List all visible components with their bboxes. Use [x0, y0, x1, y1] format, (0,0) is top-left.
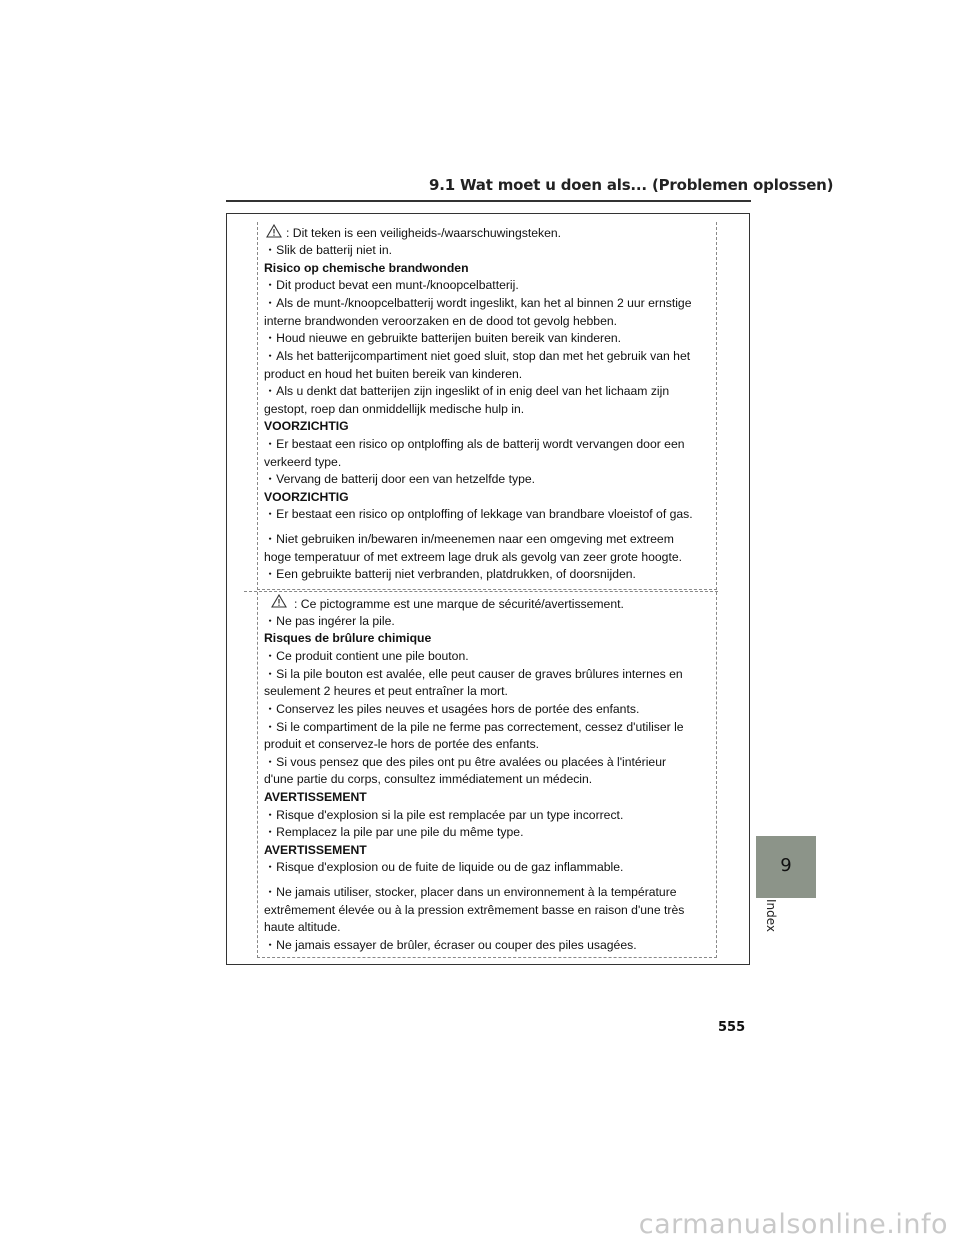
dutch-icon-caption: : Dit teken is een veiligheids-/waarschuwingsteken. [286, 226, 562, 240]
dutch-line: verkeerd type. [264, 455, 342, 469]
watermark: carmanualsonline.info [638, 1209, 948, 1240]
french-line: seulement 2 heures et peut entraîner la mort. [264, 684, 508, 698]
warning-triangle-icon [266, 224, 282, 238]
french-line: ・Ce produit contient une pile bouton. [264, 649, 469, 663]
french-line: ・Ne jamais essayer de brûler, écraser ou couper des piles usagées. [264, 938, 637, 952]
header-rule [226, 200, 751, 202]
dutch-heading: VOORZICHTIG [264, 419, 349, 433]
french-line: ・Risque d'explosion si la pile est remplacée par un type incorrect. [264, 808, 624, 822]
page-number: 555 [718, 1020, 746, 1035]
dutch-line: ・Houd nieuwe en gebruikte batterijen buiten bereik van kinderen. [264, 331, 622, 345]
chapter-label: Index [764, 899, 778, 933]
dutch-line: ・Dit product bevat een munt-/knoopcelbatterij. [264, 278, 519, 292]
chapter-label-wrapper [760, 899, 784, 939]
dutch-line: ・Slik de batterij niet in. [264, 243, 393, 257]
french-heading: Risques de brûlure chimique [264, 631, 432, 645]
dutch-line: gestopt, roep dan onmiddellijk medische hulp in. [264, 402, 525, 416]
french-line: ・Conservez les piles neuves et usagées hors de portée des enfants. [264, 702, 640, 716]
dutch-line: ・Niet gebruiken in/bewaren in/meenemen naar een omgeving met extreem [264, 532, 674, 546]
dutch-heading: VOORZICHTIG [264, 490, 349, 504]
french-heading: AVERTISSEMENT [264, 790, 367, 804]
french-line: extrêmement élevée ou à la pression extrêmement basse en raison d'une très [264, 903, 685, 917]
french-line: produit et conservez-le hors de portée des enfants. [264, 737, 540, 751]
section-header: 9.1 Wat moet u doen als... (Problemen oplossen) [429, 176, 834, 194]
french-line: ・Remplacez la pile par une pile du même type. [264, 825, 524, 839]
french-icon-caption: : Ce pictogramme est une marque de sécurité/avertissement. [294, 597, 624, 611]
french-line: ・Si vous pensez que des piles ont pu être avalées ou placées à l'intérieur [264, 755, 667, 769]
french-line: haute altitude. [264, 920, 341, 934]
dutch-line: ・Een gebruikte batterij niet verbranden, platdrukken, of doorsnijden. [264, 567, 636, 581]
french-line: d'une partie du corps, consultez immédiatement un médecin. [264, 772, 593, 786]
french-line: ・Si la pile bouton est avalée, elle peut causer de graves brûlures internes en [264, 667, 683, 681]
dutch-heading: Risico op chemische brandwonden [264, 261, 469, 275]
dutch-line: hoge temperatuur of met extreem lage druk als gevolg van zeer grote hoogte. [264, 550, 683, 564]
dutch-line: ・Als het batterijcompartiment niet goed sluit, stop dan met het gebruik van het [264, 349, 691, 363]
dutch-line: ・Als de munt-/knoopcelbatterij wordt ingeslikt, kan het al binnen 2 uur ernstige [264, 296, 692, 310]
french-line: ・Risque d'explosion ou de fuite de liquide ou de gaz inflammable. [264, 860, 624, 874]
warning-triangle-icon [271, 594, 287, 608]
dutch-line: interne brandwonden veroorzaken en de dood tot gevolg hebben. [264, 314, 618, 328]
dutch-line: ・Er bestaat een risico op ontploffing als de batterij wordt vervangen door een [264, 437, 685, 451]
dutch-line: ・Als u denkt dat batterijen zijn ingeslikt of in enig deel van het lichaam zijn [264, 384, 670, 398]
chapter-number: 9 [780, 855, 792, 876]
french-line: ・Ne jamais utiliser, stocker, placer dans un environnement à la température [264, 885, 677, 899]
french-line: ・Ne pas ingérer la pile. [264, 614, 395, 628]
dutch-line: ・Vervang de batterij door een van hetzelfde type. [264, 472, 536, 486]
french-heading: AVERTISSEMENT [264, 843, 367, 857]
dutch-line: ・Er bestaat een risico op ontploffing of lekkage van brandbare vloeistof of gas. [264, 507, 693, 521]
dutch-line: product en houd het buiten bereik van kinderen. [264, 367, 523, 381]
french-line: ・Si le compartiment de la pile ne ferme pas correctement, cessez d'utiliser le [264, 720, 684, 734]
